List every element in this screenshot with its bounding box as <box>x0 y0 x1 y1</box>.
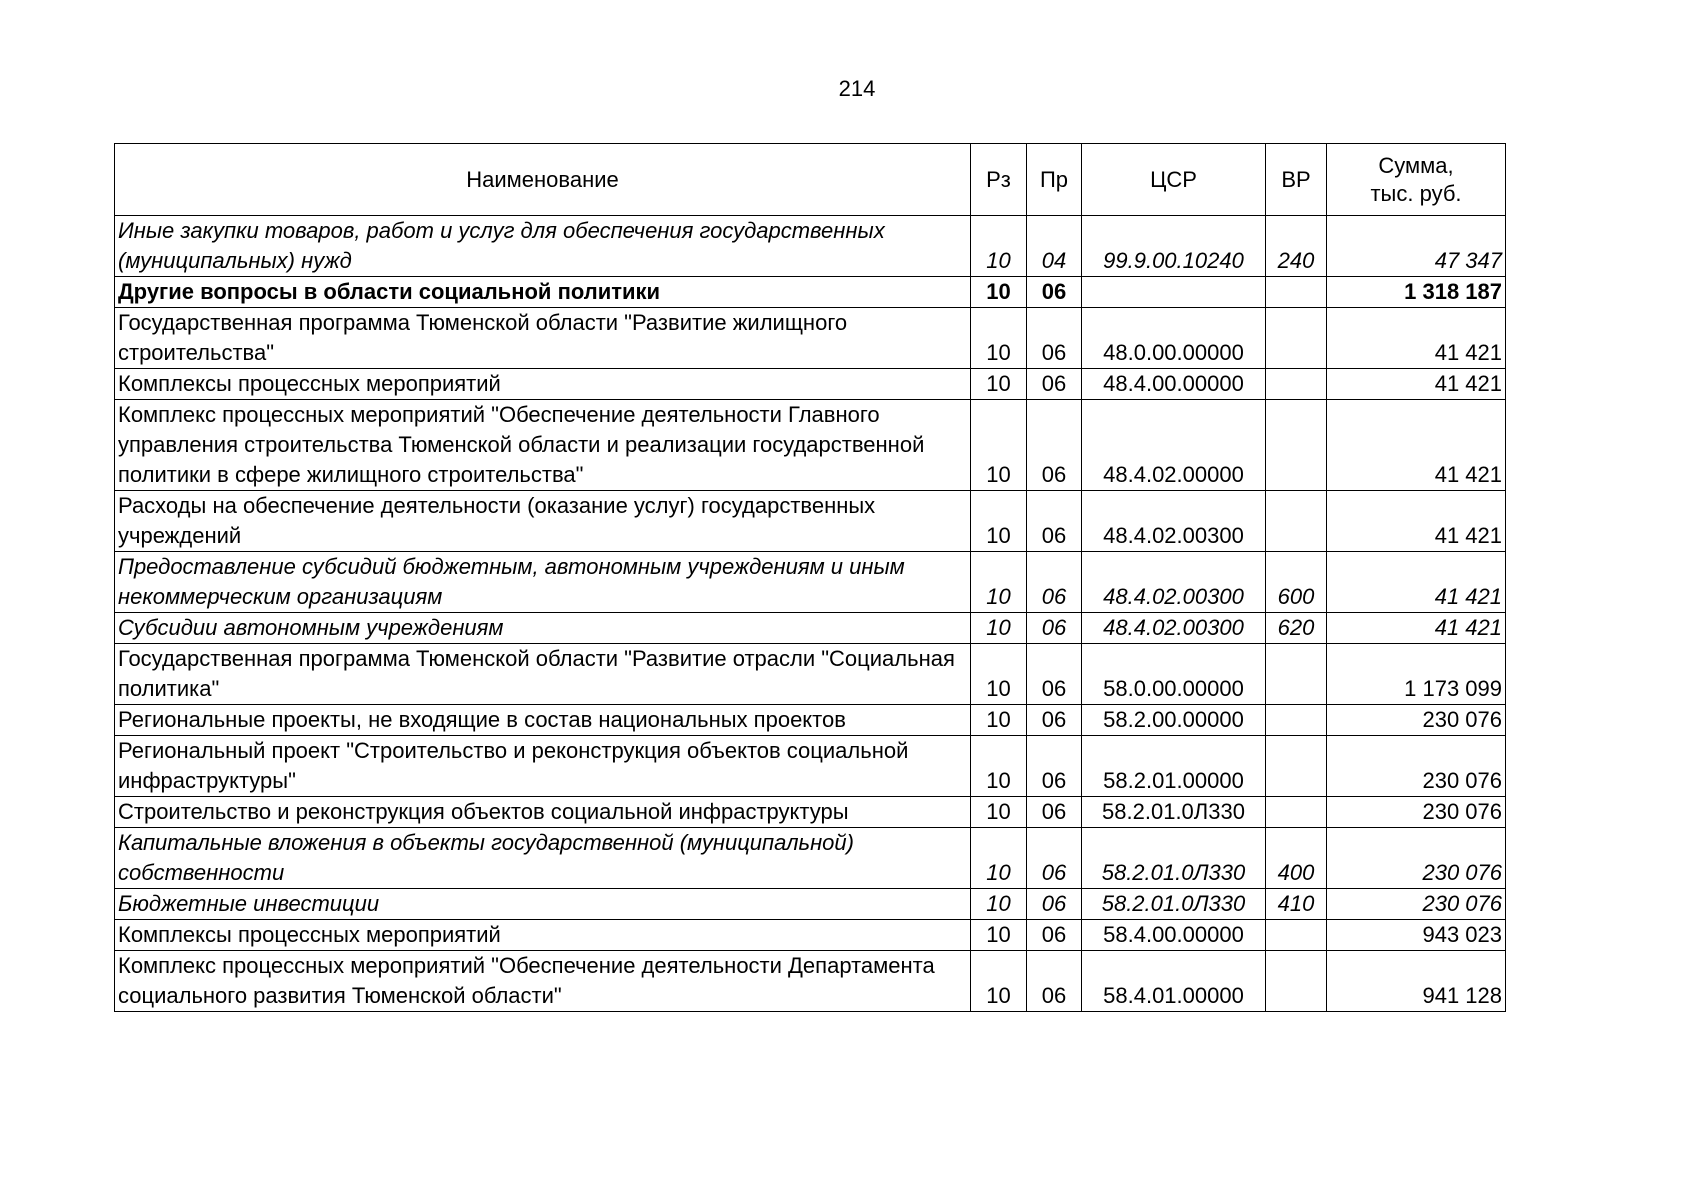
table-row <box>115 920 1506 951</box>
cell-pr: 06 <box>1027 736 1082 797</box>
cell-csr: 58.2.01.0Л330 <box>1082 889 1266 920</box>
cell-vr <box>1266 736 1327 797</box>
cell-rz: 10 <box>971 369 1027 400</box>
cell-name: Государственная программа Тюменской области "Развитие отрасли "Социальная политика" <box>115 644 971 705</box>
cell-sum: 1 318 187 <box>1327 277 1506 308</box>
cell-pr: 04 <box>1027 216 1082 277</box>
cell-name: Расходы на обеспечение деятельности (оказание услуг) государственных учреждений <box>115 491 971 552</box>
cell-sum: 230 076 <box>1327 797 1506 828</box>
cell-pr: 06 <box>1027 308 1082 369</box>
cell-csr: 48.4.00.00000 <box>1082 369 1266 400</box>
cell-sum: 41 421 <box>1327 400 1506 491</box>
cell-rz: 10 <box>971 613 1027 644</box>
cell-rz: 10 <box>971 277 1027 308</box>
cell-vr: 240 <box>1266 216 1327 277</box>
cell-sum: 230 076 <box>1327 705 1506 736</box>
cell-vr <box>1266 644 1327 705</box>
cell-vr <box>1266 920 1327 951</box>
table-row <box>115 889 1506 920</box>
cell-csr: 48.4.02.00300 <box>1082 552 1266 613</box>
cell-pr: 06 <box>1027 491 1082 552</box>
cell-vr <box>1266 705 1327 736</box>
cell-sum: 41 421 <box>1327 552 1506 613</box>
page-number: 214 <box>838 76 876 101</box>
cell-vr <box>1266 308 1327 369</box>
table-row <box>115 736 1506 797</box>
cell-sum: 47 347 <box>1327 216 1506 277</box>
cell-rz: 10 <box>971 644 1027 705</box>
cell-rz: 10 <box>971 705 1027 736</box>
cell-pr: 06 <box>1027 920 1082 951</box>
cell-pr: 06 <box>1027 644 1082 705</box>
cell-csr: 48.0.00.00000 <box>1082 308 1266 369</box>
cell-vr <box>1266 951 1327 1012</box>
cell-rz: 10 <box>971 889 1027 920</box>
cell-name: Предоставление субсидий бюджетным, автономным учреждениям и иным некоммерческим организациям <box>115 552 971 613</box>
cell-name: Комплекс процессных мероприятий "Обеспечение деятельности Департамента социального развития Тюменской области" <box>115 951 971 1012</box>
table-row <box>115 369 1506 400</box>
cell-csr: 58.2.01.00000 <box>1082 736 1266 797</box>
cell-pr: 06 <box>1027 552 1082 613</box>
cell-csr <box>1082 277 1266 308</box>
cell-rz: 10 <box>971 797 1027 828</box>
cell-sum: 943 023 <box>1327 920 1506 951</box>
cell-name: Комплексы процессных мероприятий <box>115 369 971 400</box>
cell-name: Региональный проект "Строительство и реконструкция объектов социальной инфраструктуры" <box>115 736 971 797</box>
cell-rz: 10 <box>971 216 1027 277</box>
cell-vr <box>1266 400 1327 491</box>
cell-name: Государственная программа Тюменской области "Развитие жилищного строительства" <box>115 308 971 369</box>
table-row <box>115 552 1506 613</box>
cell-csr: 58.2.00.00000 <box>1082 705 1266 736</box>
cell-pr: 06 <box>1027 889 1082 920</box>
cell-csr: 58.4.00.00000 <box>1082 920 1266 951</box>
cell-sum: 941 128 <box>1327 951 1506 1012</box>
cell-sum: 230 076 <box>1327 889 1506 920</box>
table-row <box>115 491 1506 552</box>
cell-pr: 06 <box>1027 400 1082 491</box>
cell-pr: 06 <box>1027 369 1082 400</box>
cell-pr: 06 <box>1027 705 1082 736</box>
cell-vr: 400 <box>1266 828 1327 889</box>
cell-vr <box>1266 369 1327 400</box>
cell-rz: 10 <box>971 828 1027 889</box>
cell-sum: 230 076 <box>1327 828 1506 889</box>
cell-sum: 41 421 <box>1327 613 1506 644</box>
table-row <box>115 828 1506 889</box>
cell-pr: 06 <box>1027 828 1082 889</box>
header-name: Наименование <box>115 144 971 216</box>
cell-pr: 06 <box>1027 951 1082 1012</box>
cell-name: Другие вопросы в области социальной политики <box>115 277 971 308</box>
budget-table <box>114 143 1506 1012</box>
cell-csr: 58.2.01.0Л330 <box>1082 828 1266 889</box>
table-row <box>115 277 1506 308</box>
table-row <box>115 644 1506 705</box>
cell-name: Региональные проекты, не входящие в состав национальных проектов <box>115 705 971 736</box>
cell-rz: 10 <box>971 491 1027 552</box>
cell-name: Комплексы процессных мероприятий <box>115 920 971 951</box>
table-row <box>115 797 1506 828</box>
table-row <box>115 216 1506 277</box>
cell-pr: 06 <box>1027 613 1082 644</box>
table-row <box>115 951 1506 1012</box>
table-header-row <box>115 144 1506 216</box>
header-sum-line2: тыс. руб. <box>1370 180 1462 206</box>
table-row <box>115 613 1506 644</box>
cell-rz: 10 <box>971 308 1027 369</box>
table-row <box>115 400 1506 491</box>
cell-vr: 620 <box>1266 613 1327 644</box>
header-csr: ЦСР <box>1082 144 1266 216</box>
cell-sum: 41 421 <box>1327 308 1506 369</box>
cell-sum: 1 173 099 <box>1327 644 1506 705</box>
cell-csr: 48.4.02.00300 <box>1082 613 1266 644</box>
cell-csr: 48.4.02.00300 <box>1082 491 1266 552</box>
cell-name: Субсидии автономным учреждениям <box>115 613 971 644</box>
table-row <box>115 308 1506 369</box>
cell-vr: 410 <box>1266 889 1327 920</box>
cell-pr: 06 <box>1027 797 1082 828</box>
table-body <box>115 216 1506 1012</box>
table-row <box>115 705 1506 736</box>
cell-sum: 230 076 <box>1327 736 1506 797</box>
header-sum <box>1327 144 1506 216</box>
cell-csr: 48.4.02.00000 <box>1082 400 1266 491</box>
cell-rz: 10 <box>971 736 1027 797</box>
cell-vr <box>1266 277 1327 308</box>
cell-sum: 41 421 <box>1327 491 1506 552</box>
cell-csr: 58.4.01.00000 <box>1082 951 1266 1012</box>
header-vr: ВР <box>1266 144 1327 216</box>
header-pr: Пр <box>1027 144 1082 216</box>
cell-csr: 58.0.00.00000 <box>1082 644 1266 705</box>
cell-pr: 06 <box>1027 277 1082 308</box>
cell-rz: 10 <box>971 400 1027 491</box>
cell-rz: 10 <box>971 951 1027 1012</box>
cell-csr: 99.9.00.10240 <box>1082 216 1266 277</box>
cell-rz: 10 <box>971 920 1027 951</box>
cell-vr <box>1266 491 1327 552</box>
cell-name: Иные закупки товаров, работ и услуг для обеспечения государственных (муниципальных) нужд <box>115 216 971 277</box>
cell-name: Строительство и реконструкция объектов социальной инфраструктуры <box>115 797 971 828</box>
cell-rz: 10 <box>971 552 1027 613</box>
header-rz: Рз <box>971 144 1027 216</box>
cell-vr: 600 <box>1266 552 1327 613</box>
header-sum-line1: Сумма, <box>1378 152 1454 178</box>
cell-name: Бюджетные инвестиции <box>115 889 971 920</box>
cell-name: Капитальные вложения в объекты государственной (муниципальной) собственности <box>115 828 971 889</box>
cell-vr <box>1266 797 1327 828</box>
cell-csr: 58.2.01.0Л330 <box>1082 797 1266 828</box>
cell-sum: 41 421 <box>1327 369 1506 400</box>
cell-name: Комплекс процессных мероприятий "Обеспечение деятельности Главного управления строительства Тюменской области и реализации государственной политики в сфере жилищного строительства" <box>115 400 971 491</box>
